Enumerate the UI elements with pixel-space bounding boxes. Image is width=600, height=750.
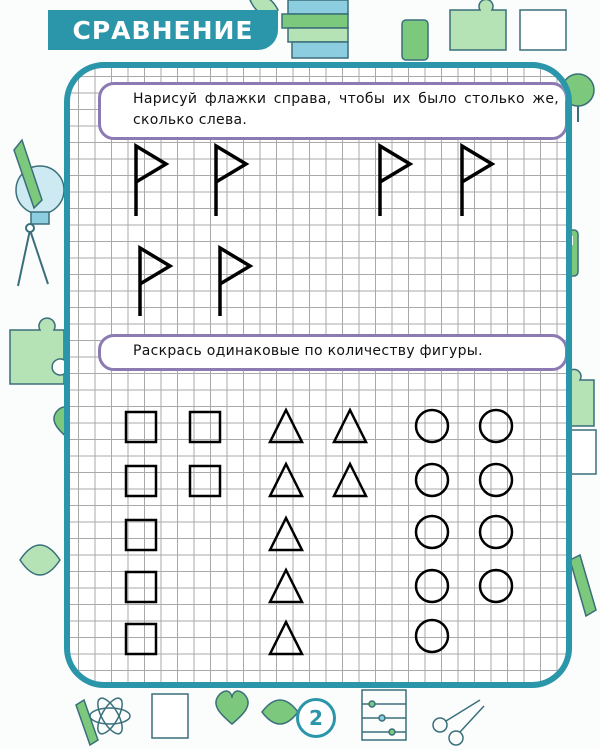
page-number: 2: [296, 698, 336, 738]
abacus-icon: [362, 690, 406, 740]
triangle-shape[interactable]: [334, 464, 366, 496]
flag-icon: [136, 146, 166, 216]
circle-shape[interactable]: [480, 516, 512, 548]
flags-right: [380, 146, 492, 216]
square-shape[interactable]: [126, 466, 156, 496]
scissors-icon: [433, 700, 484, 745]
circle-shape[interactable]: [480, 570, 512, 602]
square-shape[interactable]: [190, 412, 220, 442]
compass-icon: [18, 224, 48, 286]
square-shape[interactable]: [126, 412, 156, 442]
square-shape[interactable]: [126, 520, 156, 550]
atom-icon: [90, 695, 130, 738]
instruction-task-1: Нарисуй флажки справа, чтобы их было столько же, сколько слева.: [98, 82, 568, 140]
triangle-shape[interactable]: [270, 464, 302, 496]
book-stack-icon: [282, 0, 348, 58]
triangle-shape[interactable]: [270, 518, 302, 550]
worksheet-frame: [64, 62, 572, 688]
flag-icon: [220, 248, 250, 316]
square-shape[interactable]: [126, 572, 156, 602]
instruction-task-2: Раскрась одинаковые по количеству фигуры.: [98, 334, 568, 371]
triangle-shape[interactable]: [270, 570, 302, 602]
section-title: СРАВНЕНИЕ: [48, 10, 278, 50]
triangles-column-1[interactable]: [270, 410, 302, 654]
circle-shape[interactable]: [480, 410, 512, 442]
flags-left: [136, 146, 250, 316]
squares-column-1[interactable]: [126, 412, 156, 654]
circles-column-2[interactable]: [480, 410, 512, 602]
square-shape[interactable]: [190, 466, 220, 496]
triangle-shape[interactable]: [334, 410, 366, 442]
exercise-figures: [70, 68, 566, 682]
circle-shape[interactable]: [416, 570, 448, 602]
circle-shape[interactable]: [416, 464, 448, 496]
circle-shape[interactable]: [480, 464, 512, 496]
triangle-shape[interactable]: [270, 622, 302, 654]
triangles-column-2[interactable]: [334, 410, 366, 496]
circle-shape[interactable]: [416, 410, 448, 442]
square-shape[interactable]: [126, 624, 156, 654]
flag-icon: [216, 146, 246, 216]
flag-icon: [140, 248, 170, 316]
triangle-shape[interactable]: [270, 410, 302, 442]
flag-icon: [380, 146, 410, 216]
circles-column-1[interactable]: [416, 410, 448, 652]
circle-shape[interactable]: [416, 516, 448, 548]
circle-shape[interactable]: [416, 620, 448, 652]
flag-icon: [462, 146, 492, 216]
squares-column-2[interactable]: [190, 412, 220, 496]
